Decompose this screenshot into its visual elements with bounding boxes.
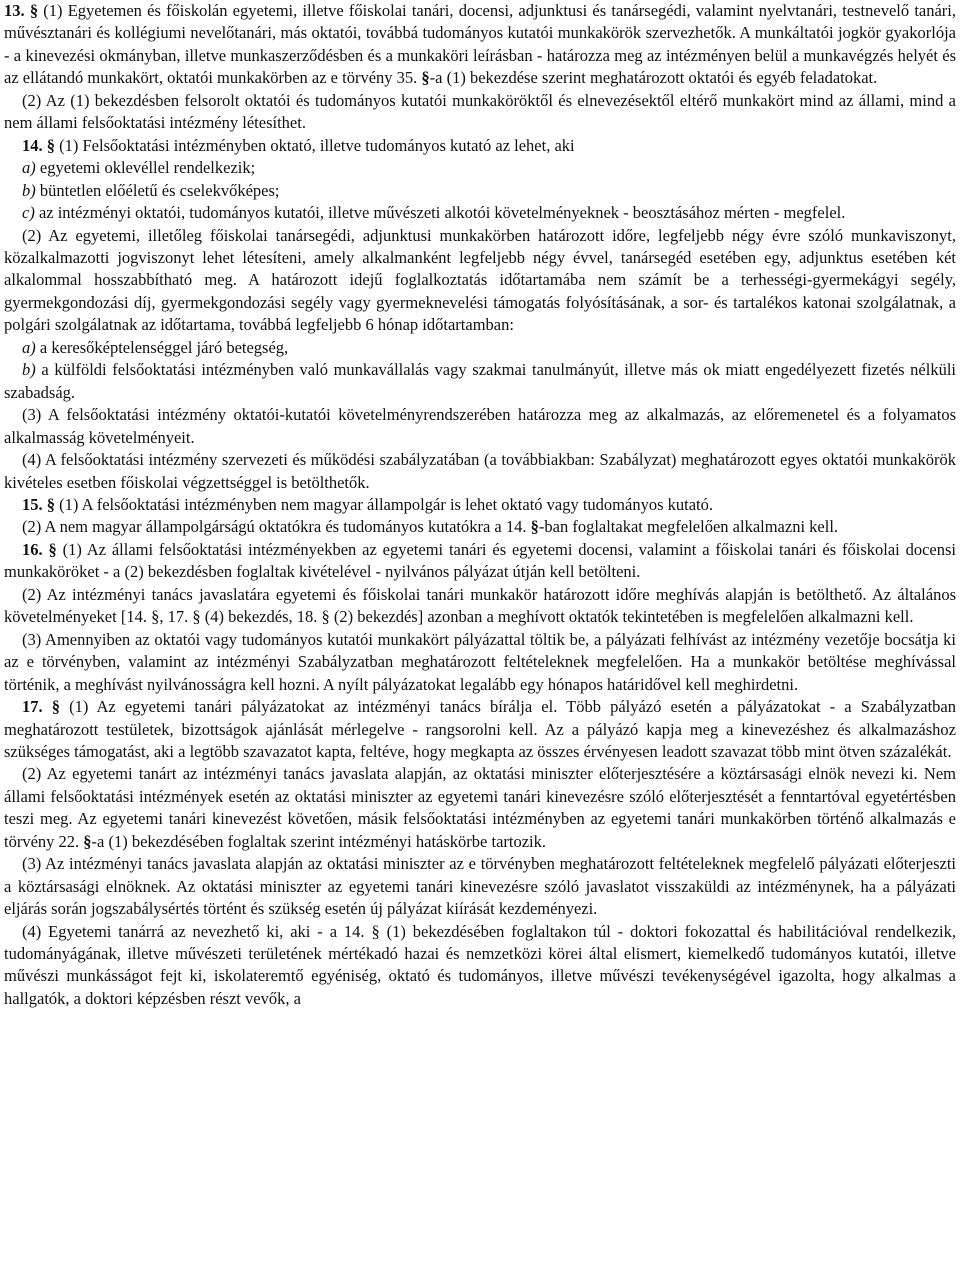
paragraph-text: (1) Az egyetemi tanári pályázatokat az intézményi tanács bírálja el. Több pályázó esetén a pályázatokat - a Szabályzatban meghatározott testületek, bizottságok ajánlását mérlegelve - rangsorolni kell. Az a pályázó kapja meg a kinevezéshez és alkalmazáshoz szükséges támogatást, aki a legtöbb szavazatot kapta, feltéve, hogy megkapta az összes érvényesen leadott szavazat több mint ötven százalékát.: [4, 697, 957, 761]
paragraph-text: (3) Az intézményi tanács javaslata alapján az oktatási miniszter az e törvényben meghatározott feltételeknek megfelelő pályázati előterjeszti a köztársasági elnöknek. Az oktatási miniszter az egyetemi tanári kinevezésre szóló javaslatot visszaküldi az intézménynek, ha a pályázati eljárás során jogszabálysértés történt és szükség esetén új pályázat kiírását kezdeményezi.: [4, 854, 956, 919]
list-marker: b): [22, 360, 36, 380]
paragraph-s14-p1: [4, 135, 956, 157]
paragraph-s14-a: [4, 157, 956, 179]
paragraph-s15-p1: [4, 494, 956, 516]
list-marker: a): [22, 158, 36, 178]
paragraph-s17-p4: [4, 921, 956, 1011]
paragraph-text: (3) Amennyiben az oktatói vagy tudományos kutatói munkakört pályázattal töltik be, a pályázati felhívást az intézmény vezetője bocsátja ki az e törvényben, valamint az intézményi Szabályzatban meghatározott feltételeknek megfelelően. Ha a munkakör betöltése meghívással történik, a meghívást nyilvánosságra kell hozni. A nyílt pályázatokat legalább egy hónapos határidővel kell meghirdetni.: [4, 629, 956, 694]
paragraph-text: (2) Az intézményi tanács javaslatára egyetemi és főiskolai tanári munkakör határozott időre meghívás alapján is betölthető. Az általános követelményeket [14. §, 17. § (4) bekezdés, 18. § (2) bekezdés] azonban a meghívott oktatók tekintetében is megfelelően alkalmazni kell.: [4, 584, 956, 627]
paragraph-s13-p2: [4, 90, 956, 135]
paragraph-text: (4) A felsőoktatási intézmény szervezeti és működési szabályzatában (a továbbiakban: Szabályzat) meghatározott egyes oktatói munkakörök kivételes esetben főiskolai végzettséggel is betölthetők.: [4, 450, 956, 492]
section-sign: §: [46, 494, 55, 514]
paragraph-s14-c: [4, 202, 956, 224]
paragraph-s15-p2: [4, 516, 956, 538]
section-sign: §: [421, 68, 430, 88]
section-sign: §: [48, 539, 57, 559]
paragraph-s14-p4: [4, 449, 956, 494]
paragraph-text: a keresőképtelenséggel járó betegség,: [35, 337, 289, 357]
section-number: 13.: [4, 1, 25, 20]
section-number: 17.: [22, 697, 43, 717]
section-sign: §: [51, 697, 60, 717]
section-number: 16.: [22, 539, 43, 559]
paragraph-s14-b: [4, 180, 956, 202]
section-sign: §: [29, 1, 39, 20]
paragraph-s16-p3: [4, 629, 956, 696]
list-marker: c): [22, 203, 35, 223]
list-marker: b): [22, 180, 36, 200]
paragraph-text: -ban foglaltakat megfelelően alkalmazni kell.: [538, 517, 839, 537]
paragraph-text: (2) A nem magyar állampolgárságú oktatókra és tudományos kutatókra a 14.: [22, 517, 531, 537]
section-number: 15.: [22, 494, 43, 514]
paragraph-text: (1) Felsőoktatási intézményben oktató, illetve tudományos kutató az lehet, aki: [55, 135, 575, 155]
paragraph-s14-p3: [4, 404, 956, 449]
section-sign: §: [530, 517, 539, 537]
paragraph-s14-p2a: [4, 337, 956, 359]
paragraph-text: [43, 697, 52, 716]
paragraph-s17-p2: [4, 763, 956, 853]
paragraph-s13-p1: [4, 0, 956, 90]
document-page: [4, 0, 956, 1010]
paragraph-s17-p1: [4, 696, 956, 763]
paragraph-text: -a (1) bekezdése szerint meghatározott oktatói és egyéb feladatokat.: [429, 68, 878, 88]
list-marker: a): [22, 337, 36, 357]
paragraph-s16-p1: [4, 539, 956, 584]
paragraph-text: (1) A felsőoktatási intézményben nem magyar állampolgár is lehet oktató vagy tudományos kutató.: [55, 494, 714, 514]
paragraph-s14-p2b: [4, 359, 956, 404]
paragraph-text: (1) Az állami felsőoktatási intézményekben az egyetemi tanári és egyetemi docensi, valamint a főiskolai tanári és főiskolai docensi munkaköröket - a (2) bekezdésben foglaltak kivételével - nyilvános pályázat útján kell betölteni.: [4, 539, 957, 582]
paragraph-text: (2) Az egyetemi tanárt az intézményi tanács javaslata alapján, az oktatási miniszter előterjesztésére a köztársasági elnök nevezi ki. Nem állami felsőoktatási intézmények esetén az oktatási miniszter az egyetemi tanári kinevezésre szóló előterjesztését a fenntartóval egyetértésben teszi meg. Az egyetemi tanári kinevezést követően, másik felsőoktatási intézményben az egyetemi tanári munkakörben történő alkalmazás e törvény 22.: [4, 764, 956, 851]
paragraph-s14-p2: [4, 225, 956, 337]
section-sign: §: [83, 831, 92, 851]
paragraph-text: (2) Az (1) bekezdésben felsorolt oktatói és tudományos kutatói munkaköröktől és elnevezésektől eltérő munkakört mind az állami, mind a nem állami felsőoktatási intézmény létesíthet.: [4, 90, 956, 133]
paragraph-text: (1) Egyetemen és főiskolán egyetemi, illetve főiskolai tanári, docensi, adjunktusi és tanársegédi, valamint nyelvtanári, testnevelő tanári, művésztanári és kollégiumi nevelőtanári, más oktatói, továbbá tudományos kutatói munkakörök szervezhetők. A munkáltatói jogkör gyakorlója - a kinevezési okmányban, illetve munkaszerződésben és a munkaköri leírásban - határozza meg az intézményen belül a munkavégzés helyét és az ellátandó munkakört, oktatói munkakörben az e törvény 35.: [4, 1, 957, 88]
section-sign: §: [46, 135, 55, 155]
paragraph-s16-p2: [4, 584, 956, 629]
paragraph-text: -a (1) bekezdésében foglaltak szerint intézményi hatáskörbe tartozik.: [91, 831, 546, 851]
paragraph-text: a külföldi felsőoktatási intézményben való munkavállalás vagy szakmai tanulmányút, illetve más ok miatt engedélyezett fizetés nélküli szabadság.: [4, 360, 956, 402]
paragraph-text: (2) Az egyetemi, illetőleg főiskolai tanársegédi, adjunktusi munkakörben határozott időre, legfeljebb négy évre szóló munkaviszonyt, közalkalmazotti jogviszonyt lehet létesíteni, amely alkalmanként legfeljebb négy évvel, tanársegéd esetében egy, adjunktus esetében két alkalommal hosszabbítható meg. A határozott idejű foglalkoztatás időtartamába nem számít be a terhességi-gyermekágyi segély, gyermekgondozási díj, gyermekgondozási segély vagy gyermeknevelési támogatás folyósításának, a sor- és tartalékos katonai szolgálatnak, a polgári szolgálatnak az időtartama, továbbá legfeljebb 6 hónap időtartamban:: [4, 225, 956, 335]
paragraph-text: az intézményi oktatói, tudományos kutatói, illetve művészeti alkotói követelményeknek - beosztásához mérten - megfelel.: [34, 203, 846, 223]
paragraph-text: büntetlen előéletű és cselekvőképes;: [35, 180, 280, 200]
paragraph-text: egyetemi oklevéllel rendelkezik;: [35, 158, 256, 178]
section-number: 14.: [22, 135, 43, 155]
paragraph-text: (4) Egyetemi tanárrá az nevezhető ki, aki - a 14. § (1) bekezdésében foglaltakon túl - doktori fokozattal és habilitációval rendelkezik, tudományágának, illetve művészeti területének mértékadó hazai és nemzetközi körei által elismert, kiemelkedő tudományos kutatói, illetve művészi munkásságot fejt ki, iskolateremtő egyéniség, oktató és tudományos, illetve művészi tevékenységével igazolta, hogy alkalmas a hallgatók, a doktori képzésben részt vevők, a: [4, 921, 956, 1008]
paragraph-text: (3) A felsőoktatási intézmény oktatói-kutatói követelményrendszerében határozza meg az alkalmazás, az előremenetel és a folyamatos alkalmasság követelményeit.: [4, 405, 956, 447]
paragraph-s17-p3: [4, 853, 956, 920]
